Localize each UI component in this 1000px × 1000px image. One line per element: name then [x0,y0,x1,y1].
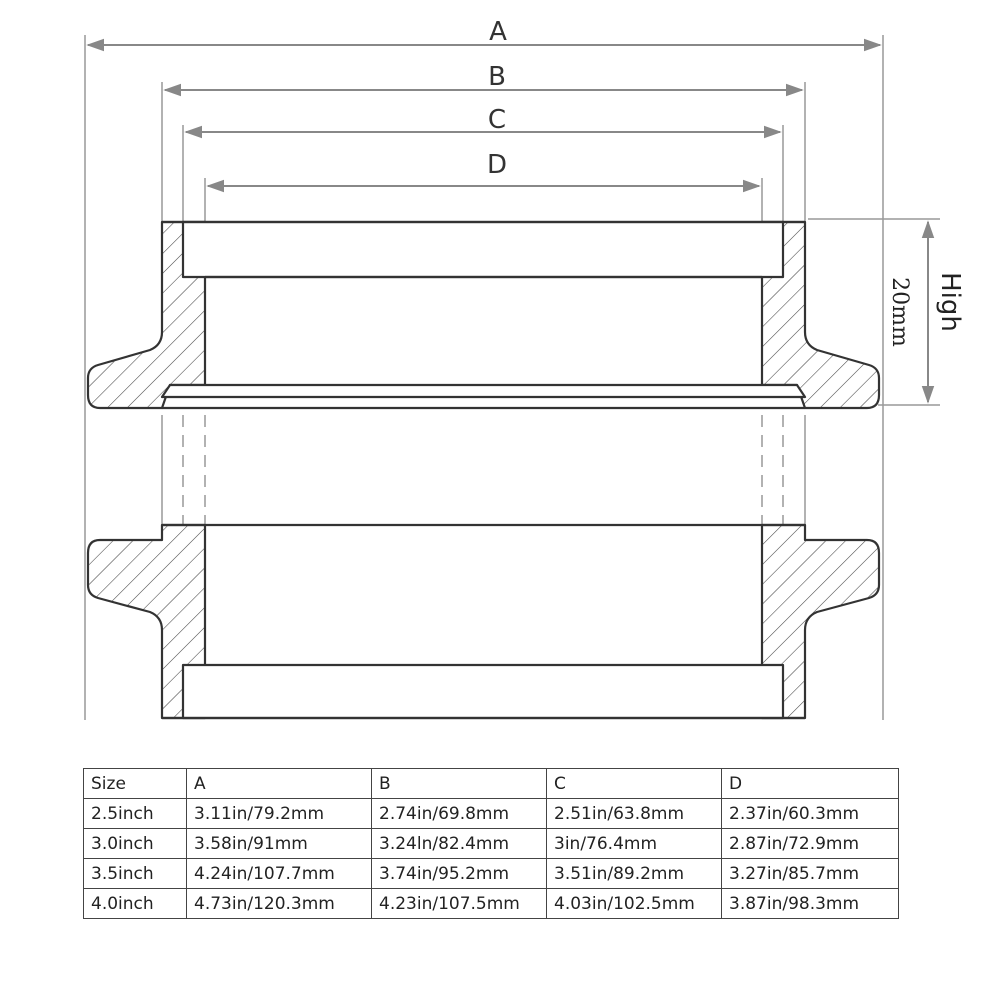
table-cell: 2.87in/72.9mm [722,829,899,859]
header-b: B [372,769,547,799]
table-cell: 2.51in/63.8mm [547,799,722,829]
dimension-a-label: A [489,17,507,47]
lower-ferrule-section [88,525,879,718]
table-header-row [84,769,899,799]
table-cell: 2.37in/60.3mm [722,799,899,829]
table-cell: 4.0inch [84,889,187,919]
table-cell: 3.0inch [84,829,187,859]
header-d: D [722,769,899,799]
height-value-label: 20mm [887,277,912,347]
table-cell: 4.24in/107.7mm [187,859,372,889]
dimension-d-label: D [486,150,508,180]
table-cell: 4.03in/102.5mm [547,889,722,919]
dimension-b-label: B [488,62,506,92]
dimension-c-label: C [487,105,507,135]
table-row [84,859,899,889]
table-cell: 3.74in/95.2mm [372,859,547,889]
table-cell: 2.74in/69.8mm [372,799,547,829]
table-cell: 3.24ln/82.4mm [372,829,547,859]
height-label: High [935,272,965,332]
table-cell: 3.5inch [84,859,187,889]
table-cell: 4.73in/120.3mm [187,889,372,919]
table-cell: 3.11in/79.2mm [187,799,372,829]
table-row [84,799,899,829]
table-cell: 3.87in/98.3mm [722,889,899,919]
table-cell: 3in/76.4mm [547,829,722,859]
table-cell: 3.58in/91mm [187,829,372,859]
table-row [84,829,899,859]
table-cell: 3.27in/85.7mm [722,859,899,889]
header-a: A [187,769,372,799]
upper-ferrule-section [88,222,879,408]
size-dimensions-table [83,768,899,919]
table-cell: 2.5inch [84,799,187,829]
header-c: C [547,769,722,799]
table-cell: 4.23in/107.5mm [372,889,547,919]
table-cell: 3.51in/89.2mm [547,859,722,889]
table-row [84,889,899,919]
header-size: Size [84,769,187,799]
